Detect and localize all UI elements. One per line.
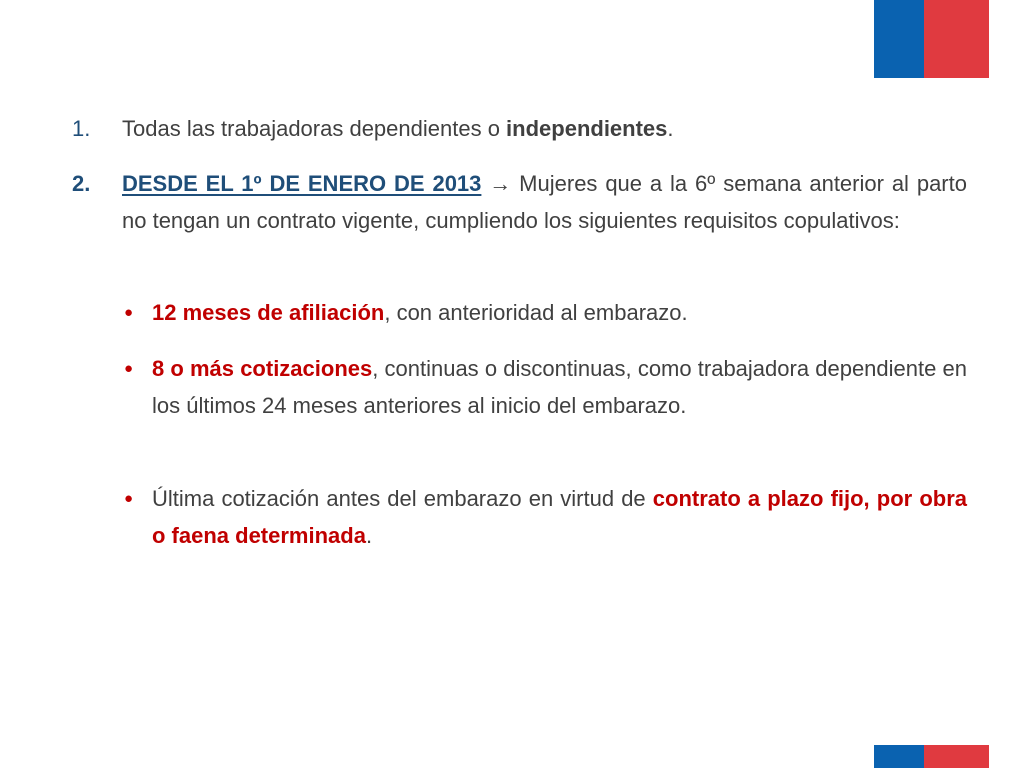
date-link[interactable]: DESDE EL 1º DE ENERO DE 2013 <box>122 171 482 196</box>
flag-decoration-bottom <box>874 745 989 768</box>
item1-end: . <box>667 116 674 141</box>
flag-decoration-top <box>874 0 989 78</box>
list-number-2: 2. <box>72 171 91 196</box>
bullet-item-2 <box>152 350 967 424</box>
arrow-right-icon: → <box>489 171 512 196</box>
bullet-item-3 <box>152 480 967 554</box>
flag-red-block <box>924 745 989 768</box>
bullet-dot-1: ● <box>124 304 134 321</box>
bullet3-highlight: contrato a plazo fijo, por obra o faena determinada <box>152 486 967 548</box>
bullet1-highlight: 12 meses de afiliación <box>152 300 385 325</box>
item1-text: Todas las trabajadoras dependientes o <box>122 116 507 141</box>
bullet-dot-2: ● <box>124 360 134 377</box>
item1-bold-text: independientes <box>506 116 668 141</box>
list-item-2 <box>122 165 967 239</box>
item2-text: Mujeres que a la 6º semana anterior al parto no tengan un contrato vigente, cumpliendo los siguientes requisitos copulativos: <box>122 171 967 233</box>
bullet3-text: . <box>365 523 373 548</box>
bullet2-text: , continuas o discontinuas, como trabajadora dependiente en los últimos 24 meses anteriores al inicio del embarazo. <box>152 356 967 418</box>
bullet-dot-3: ● <box>124 490 134 507</box>
list-number-1: 1. <box>72 116 91 141</box>
flag-blue-block <box>874 0 924 78</box>
flag-blue-block <box>874 745 924 768</box>
bullet2-highlight: 8 o más cotizaciones <box>152 356 373 381</box>
flag-red-block <box>924 0 989 78</box>
list-item-1 <box>122 110 967 147</box>
bullet-item-1 <box>152 294 967 331</box>
bullet1-text: , con anterioridad al embarazo. <box>384 300 688 325</box>
bullet3-lead: Última cotización antes del embarazo en virtud de <box>152 486 653 511</box>
